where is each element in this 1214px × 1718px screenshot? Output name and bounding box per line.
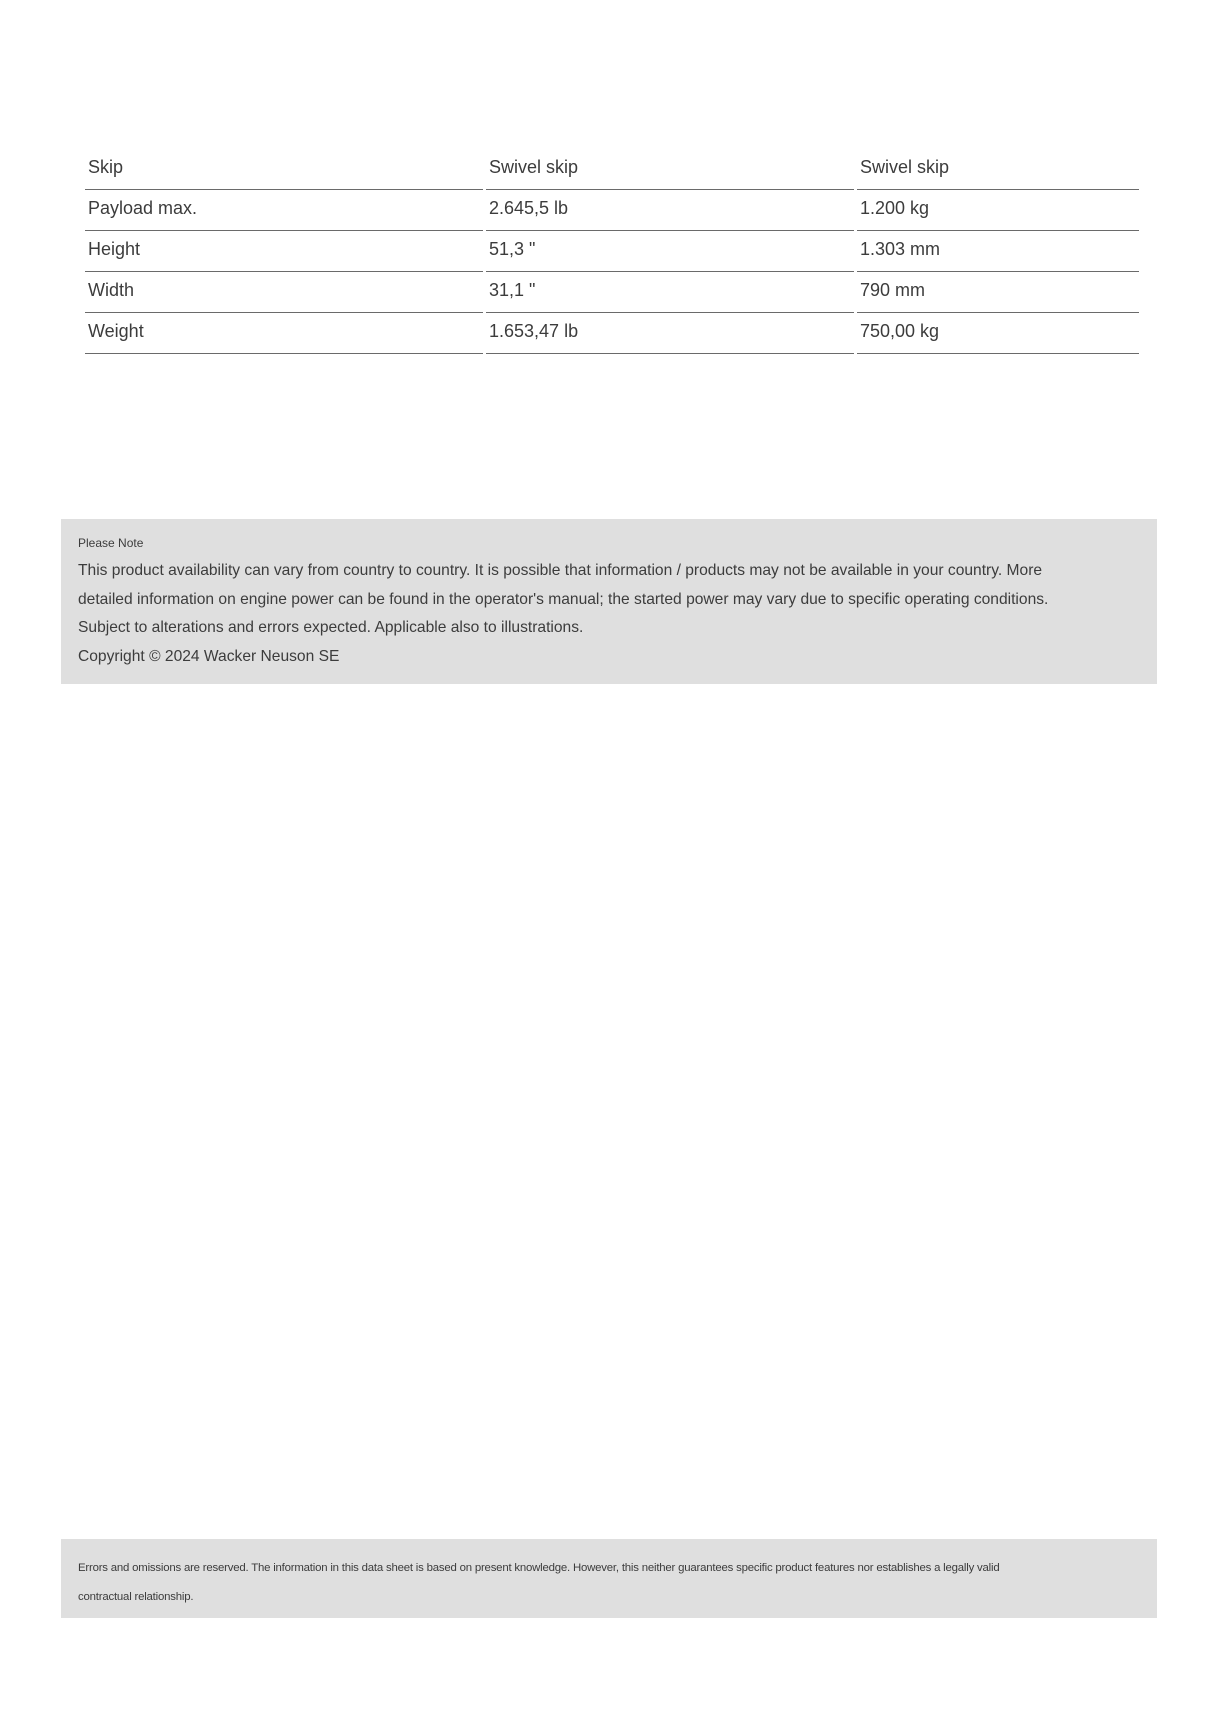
row-value-imperial: 1.653,47 lb: [486, 313, 854, 354]
disclaimer-footer: [61, 1539, 1157, 1618]
row-value-metric: 1.200 kg: [857, 190, 1139, 231]
note-body: [78, 557, 1140, 671]
row-label: Weight: [85, 313, 483, 354]
row-value-imperial: 51,3 ": [486, 231, 854, 272]
header-cell: Swivel skip: [857, 148, 1139, 190]
row-label: Width: [85, 272, 483, 313]
row-label: Height: [85, 231, 483, 272]
header-cell: Skip: [85, 148, 483, 190]
row-value-imperial: 2.645,5 lb: [486, 190, 854, 231]
row-value-imperial: 31,1 ": [486, 272, 854, 313]
note-line: This product availability can vary from country to country. It is possible that information / products may not be available in your country. More: [78, 562, 1043, 579]
table-header-row: [85, 148, 1139, 190]
row-label: Payload max.: [85, 190, 483, 231]
copyright-line: Copyright © 2024 Wacker Neuson SE: [78, 647, 340, 665]
table-row: [85, 190, 1139, 231]
table-row: [85, 272, 1139, 313]
please-note-box: [61, 519, 1157, 684]
table-row: [85, 313, 1139, 354]
note-title: Please Note: [78, 536, 144, 550]
note-line: Subject to alterations and errors expected. Applicable also to illustrations.: [78, 619, 584, 636]
spec-table: [82, 148, 1142, 354]
row-value-metric: 750,00 kg: [857, 313, 1139, 354]
row-value-metric: 790 mm: [857, 272, 1139, 313]
disclaimer-line: contractual relationship.: [78, 1590, 194, 1603]
header-cell: Swivel skip: [486, 148, 854, 190]
disclaimer-line: Errors and omissions are reserved. The information in this data sheet is based on present knowledge. However, this neither guarantees specific product features nor establishes a legally valid: [78, 1562, 1000, 1574]
row-value-metric: 1.303 mm: [857, 231, 1139, 272]
table-row: [85, 231, 1139, 272]
note-line: detailed information on engine power can be found in the operator's manual; the started power may vary due to specific operating conditions.: [78, 590, 1049, 608]
